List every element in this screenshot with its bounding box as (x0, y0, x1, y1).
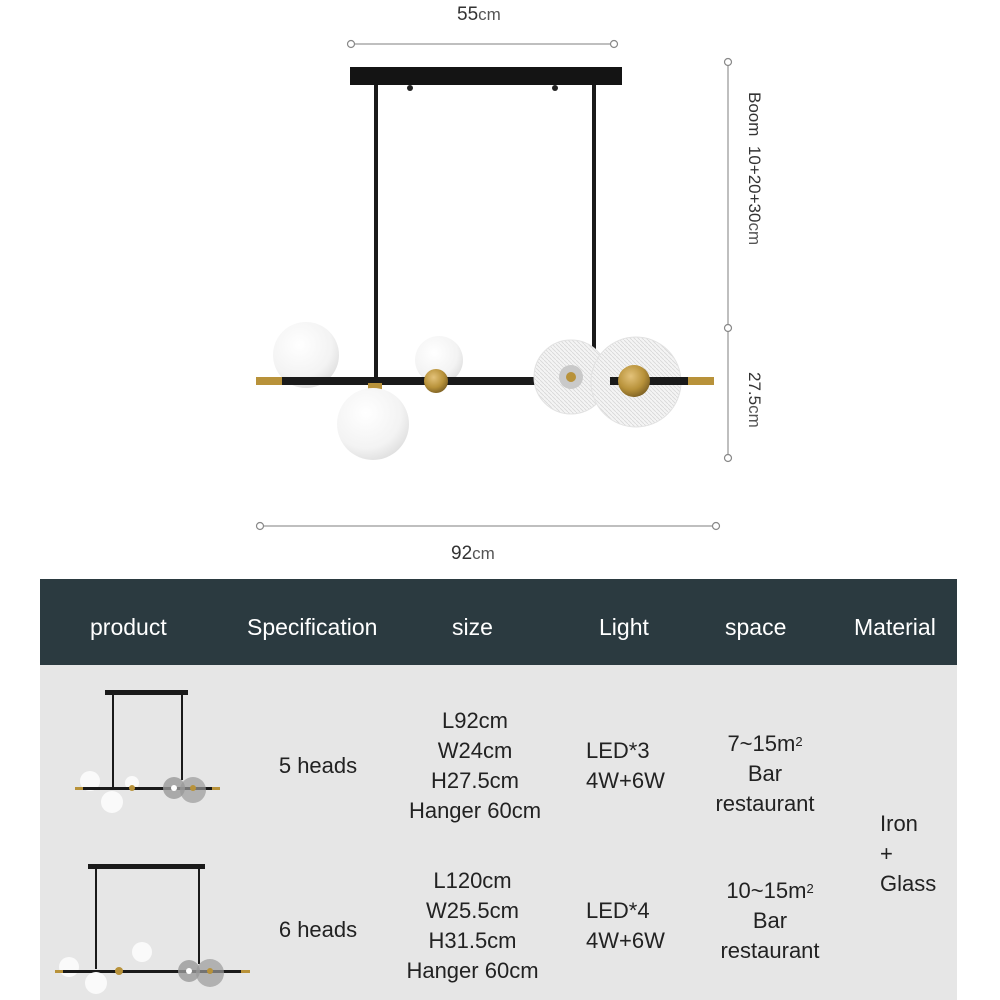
table-header (40, 579, 957, 665)
header-size: size (452, 614, 493, 640)
height-label: 27.5cm (745, 372, 764, 428)
header-space: space (725, 614, 787, 640)
row1-space: $7\sim 15m^2$ Bar restaurant (715, 731, 815, 816)
header-specification: Specification (247, 614, 378, 640)
row1-light: LED*3 4W+6W (586, 738, 665, 793)
header-light: Light (599, 614, 649, 640)
row1-specification: 5 heads (278, 753, 358, 778)
row1-size: L92cm W24cm H27.5cm Hanger 60cm (408, 708, 542, 823)
spec-table (40, 579, 957, 1000)
product-thumbnail-5-heads (70, 684, 230, 814)
bottom-width-label: 92cm (451, 543, 495, 564)
header-material: Material (854, 614, 936, 640)
header-product: product (90, 614, 167, 640)
material-cell: Iron + Glass (880, 811, 937, 896)
product-thumbnail-6-heads (45, 857, 255, 997)
row2-light: LED*4 4W+6W (586, 898, 665, 953)
row2-specification: 6 heads (278, 917, 358, 942)
row2-space: $10\sim 15m^2$ Bar restaurant (720, 878, 820, 963)
top-width-label: 55cm (457, 4, 501, 25)
row2-size: L120cm W25.5cm H31.5cm Hanger 60cm (406, 868, 539, 983)
boom-length-label: Boom 10+20+30cm (745, 92, 764, 246)
